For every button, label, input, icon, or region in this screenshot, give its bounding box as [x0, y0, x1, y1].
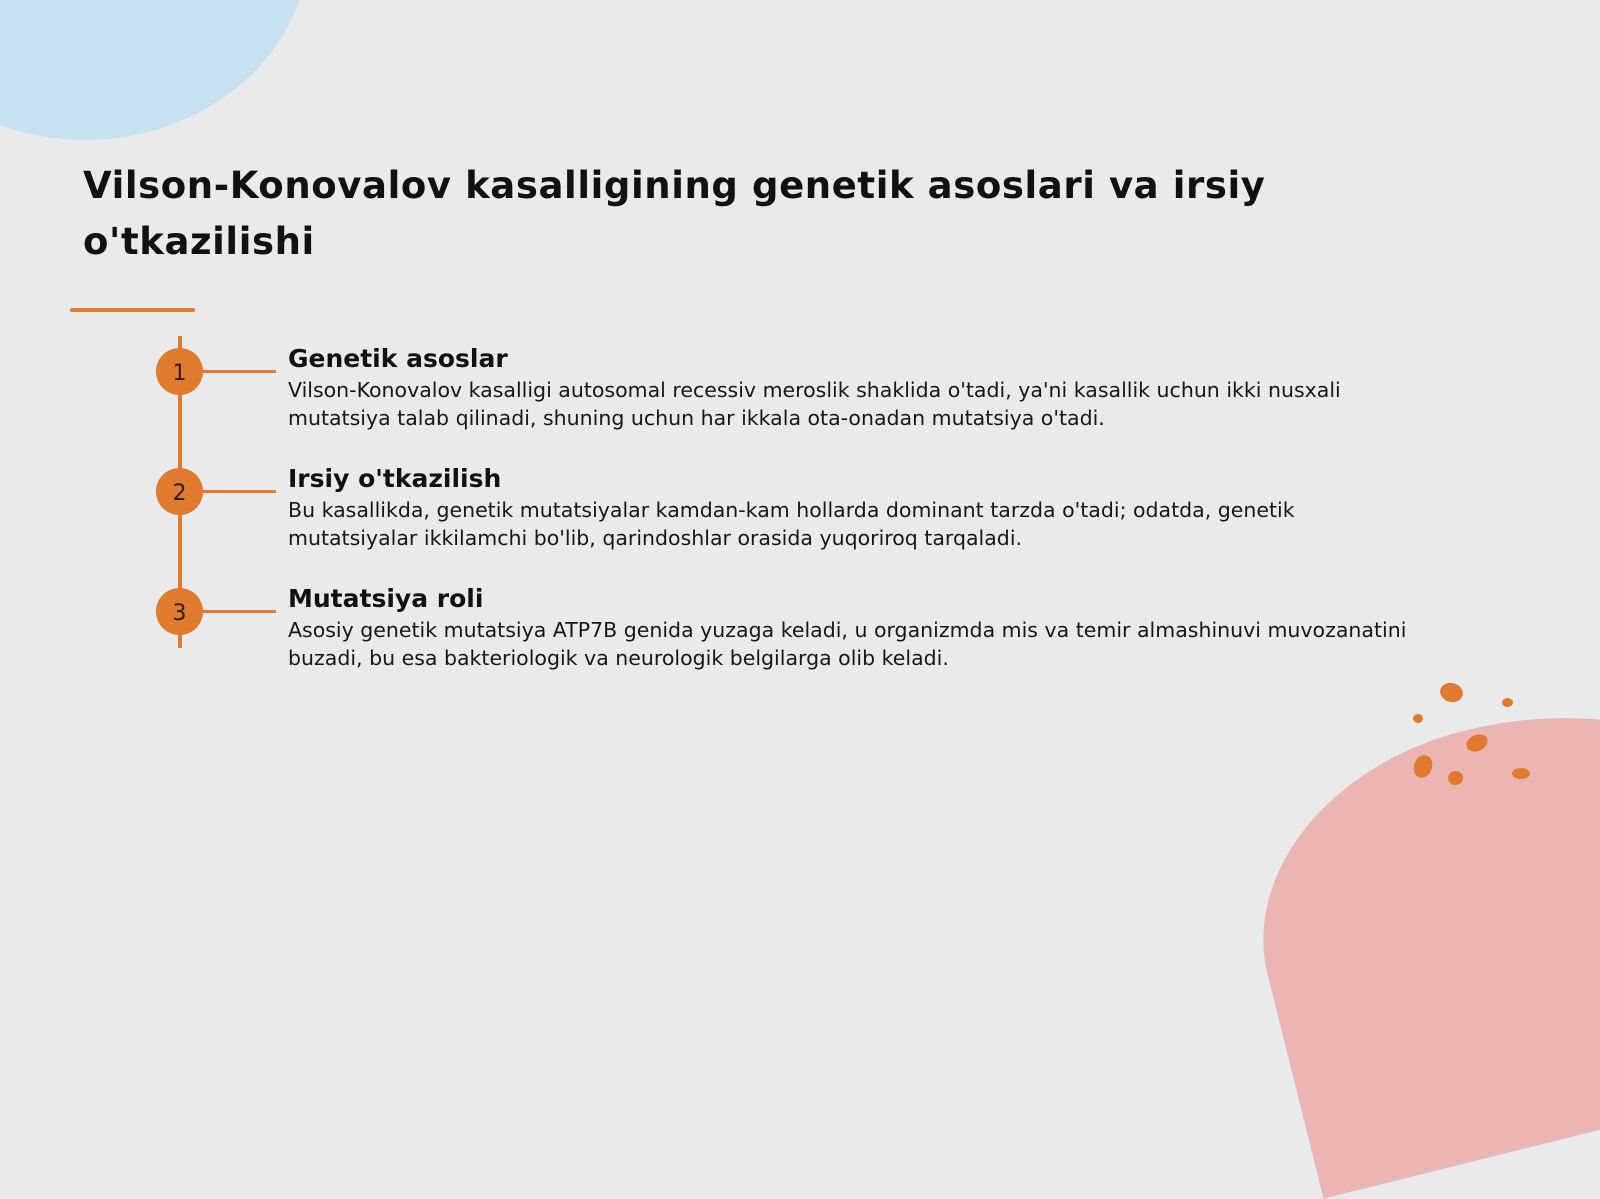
step-title: Genetik asoslar — [288, 344, 508, 373]
timeline-step-3 — [0, 582, 1600, 702]
timeline-step-2 — [0, 462, 1600, 582]
step-number-badge: 2 — [156, 468, 203, 515]
step-connector — [202, 370, 276, 373]
decorative-dot — [1512, 768, 1530, 779]
decorative-dot — [1448, 771, 1463, 785]
decorative-pink-blob — [1222, 665, 1600, 1198]
step-title: Irsiy o'tkazilish — [288, 464, 502, 493]
step-number-badge: 1 — [156, 348, 203, 395]
decorative-blue-blob — [0, 0, 310, 140]
decorative-dot — [1413, 714, 1423, 723]
slide-title: Vilson-Konovalov kasalligining genetik asoslari va irsiy o'tkazilishi — [83, 164, 1266, 263]
step-description: Bu kasallikda, genetik mutatsiyalar kamdan-kam hollarda dominant tarzda o'tadi; odatda, genetik mutatsiyalar ikkilamchi bo'lib, qarindoshlar orasida yuqoriroq tarqaladi. — [288, 498, 1295, 550]
step-number-badge: 3 — [156, 588, 203, 635]
timeline-step-1 — [0, 342, 1600, 462]
title-underline — [70, 308, 195, 312]
step-description: Vilson-Konovalov kasalligi autosomal recessiv meroslik shaklida o'tadi, ya'ni kasallik uchun ikki nusxali mutatsiya talab qilinadi, shuning uchun har ikkala ota-onadan mutatsiya o'tadi. — [288, 378, 1341, 430]
step-description: Asosiy genetik mutatsiya ATP7B genida yuzaga keladi, u organizmda mis va temir almashinuvi muvozanatini buzadi, bu esa bakteriologik va neurologik belgilarga olib keladi. — [288, 618, 1407, 670]
step-connector — [202, 490, 276, 493]
step-title: Mutatsiya roli — [288, 584, 484, 613]
step-connector — [202, 610, 276, 613]
